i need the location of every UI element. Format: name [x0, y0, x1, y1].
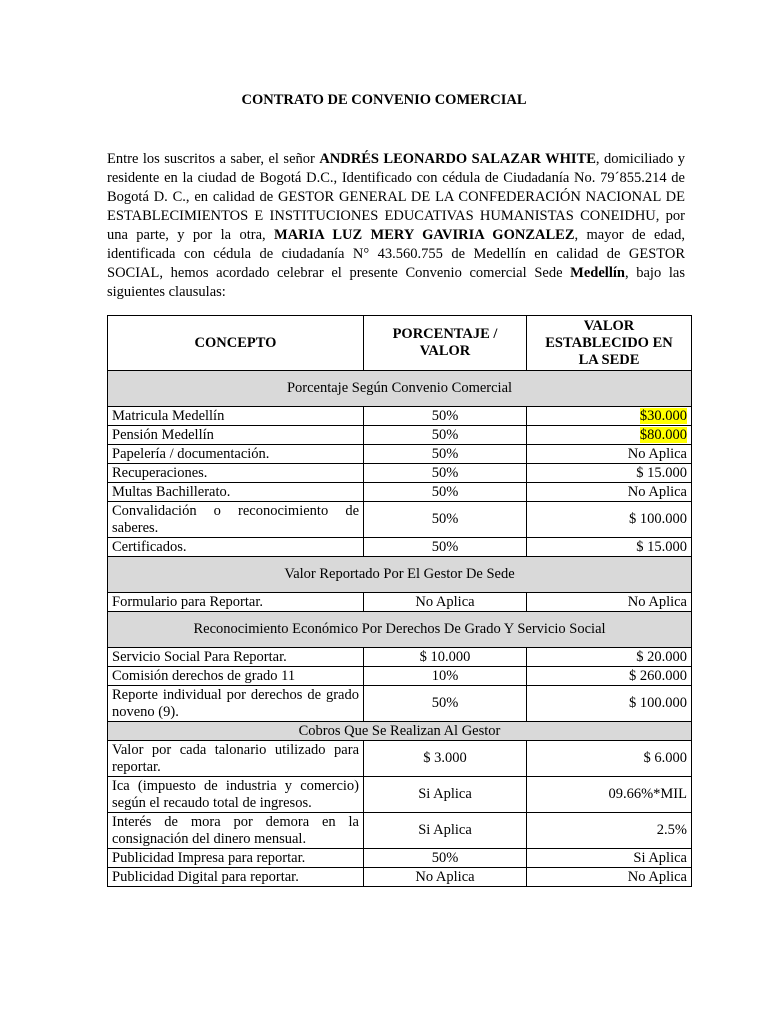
percent-cell: 50%: [364, 464, 527, 483]
section-title: Valor Reportado Por El Gestor De Sede: [108, 557, 692, 593]
party-name-1: ANDRÉS LEONARDO SALAZAR WHITE: [319, 151, 596, 167]
table-row: [108, 483, 692, 502]
percent-cell: Si Aplica: [364, 813, 527, 849]
value-cell: $ 100.000: [527, 686, 692, 722]
value-cell: $ 6.000: [527, 741, 692, 777]
concept-cell: Ica (impuesto de industria y comercio) según el recaudo total de ingresos.: [108, 777, 364, 813]
table-row: [108, 686, 692, 722]
header-concepto: CONCEPTO: [108, 316, 364, 371]
concept-cell: Certificados.: [108, 538, 364, 557]
concept-cell: Comisión derechos de grado 11: [108, 667, 364, 686]
percent-cell: 50%: [364, 445, 527, 464]
table-row: [108, 648, 692, 667]
value-cell: $ 15.000: [527, 538, 692, 557]
percent-cell: 50%: [364, 849, 527, 868]
percent-cell: 50%: [364, 426, 527, 445]
percent-cell: 50%: [364, 483, 527, 502]
concept-cell: Recuperaciones.: [108, 464, 364, 483]
percent-cell: 10%: [364, 667, 527, 686]
percent-cell: 50%: [364, 502, 527, 538]
header-valor-sede: VALOR ESTABLECIDO EN LA SEDE: [527, 316, 692, 371]
value-cell: $ 20.000: [527, 648, 692, 667]
value-cell: No Aplica: [527, 593, 692, 612]
section-title: Reconocimiento Económico Por Derechos De Grado Y Servicio Social: [108, 612, 692, 648]
value-cell: 2.5%: [527, 813, 692, 849]
concept-cell: Valor por cada talonario utilizado para reportar.: [108, 741, 364, 777]
concept-cell: Papelería / documentación.: [108, 445, 364, 464]
section-row: [108, 371, 692, 407]
value-cell: 09.66%*MIL: [527, 777, 692, 813]
concept-cell: Multas Bachillerato.: [108, 483, 364, 502]
table-row: [108, 426, 692, 445]
concept-cell: Formulario para Reportar.: [108, 593, 364, 612]
value-cell: $ 260.000: [527, 667, 692, 686]
value-cell: $ 100.000: [527, 502, 692, 538]
table-row: [108, 849, 692, 868]
document-title: CONTRATO DE CONVENIO COMERCIAL: [241, 92, 527, 108]
concept-cell: Publicidad Impresa para reportar.: [108, 849, 364, 868]
header-row: [108, 316, 692, 371]
percent-cell: 50%: [364, 686, 527, 722]
section-row: [108, 722, 692, 741]
concept-cell: Convalidación o reconocimiento de saberes.: [108, 502, 364, 538]
table-row: [108, 502, 692, 538]
section-title: Cobros Que Se Realizan Al Gestor: [108, 722, 692, 741]
city-name: Medellín: [570, 265, 625, 281]
value-cell: Si Aplica: [527, 849, 692, 868]
concept-cell: Publicidad Digital para reportar.: [108, 868, 364, 887]
highlighted-value: $30.000: [639, 407, 687, 424]
section-row: [108, 557, 692, 593]
header-porcentaje: PORCENTAJE / VALOR: [364, 316, 527, 371]
percent-cell: No Aplica: [364, 593, 527, 612]
agreement-table: [107, 315, 692, 887]
table-row: [108, 464, 692, 483]
concept-cell: Pensión Medellín: [108, 426, 364, 445]
party-name-2: MARIA LUZ MERY GAVIRIA GONZALEZ: [274, 227, 575, 243]
table-row: [108, 593, 692, 612]
value-cell: No Aplica: [527, 868, 692, 887]
percent-cell: Si Aplica: [364, 777, 527, 813]
section-row: [108, 612, 692, 648]
table-row: [108, 813, 692, 849]
table-row: [108, 777, 692, 813]
table-row: [108, 407, 692, 426]
percent-cell: $ 10.000: [364, 648, 527, 667]
table-row: [108, 667, 692, 686]
value-cell: [527, 426, 692, 445]
table-row: [108, 445, 692, 464]
table-row: [108, 538, 692, 557]
section-title: Porcentaje Según Convenio Comercial: [108, 371, 692, 407]
highlighted-value: $80.000: [639, 426, 687, 443]
value-cell: [527, 407, 692, 426]
value-cell: No Aplica: [527, 445, 692, 464]
concept-cell: Reporte individual por derechos de grado noveno (9).: [108, 686, 364, 722]
concept-cell: Interés de mora por demora en la consignación del dinero mensual.: [108, 813, 364, 849]
table-row: [108, 741, 692, 777]
concept-cell: Servicio Social Para Reportar.: [108, 648, 364, 667]
value-cell: $ 15.000: [527, 464, 692, 483]
concept-cell: Matricula Medellín: [108, 407, 364, 426]
percent-cell: $ 3.000: [364, 741, 527, 777]
percent-cell: No Aplica: [364, 868, 527, 887]
value-cell: No Aplica: [527, 483, 692, 502]
table-row: [108, 868, 692, 887]
intro-paragraph: Entre los suscritos a saber, el señor ANDRÉS LEONARDO SALAZAR WHITE, domiciliado y residente en la ciudad de Bogotá D.C., Identificado con cédula de Ciudadanía No. 79´855.214 de Bogotá D. C., en calidad de GESTOR GENERAL DE LA CONFEDERACIÓN NACIONAL DE ESTABLECIMIENTOS E INSTITUCIONES EDUCATIVAS HUMANISTAS CONEIDHU, por una parte, y por la otra, MARIA LUZ MERY GAVIRIA GONZALEZ, mayor de edad, identificada con cédula de ciudadanía N° 43.560.755 de Medellín en calidad de GESTOR SOCIAL, hemos acordado celebrar el presente Convenio comercial Sede Medellín, bajo las siguientes clausulas:: [107, 151, 685, 300]
percent-cell: 50%: [364, 407, 527, 426]
percent-cell: 50%: [364, 538, 527, 557]
